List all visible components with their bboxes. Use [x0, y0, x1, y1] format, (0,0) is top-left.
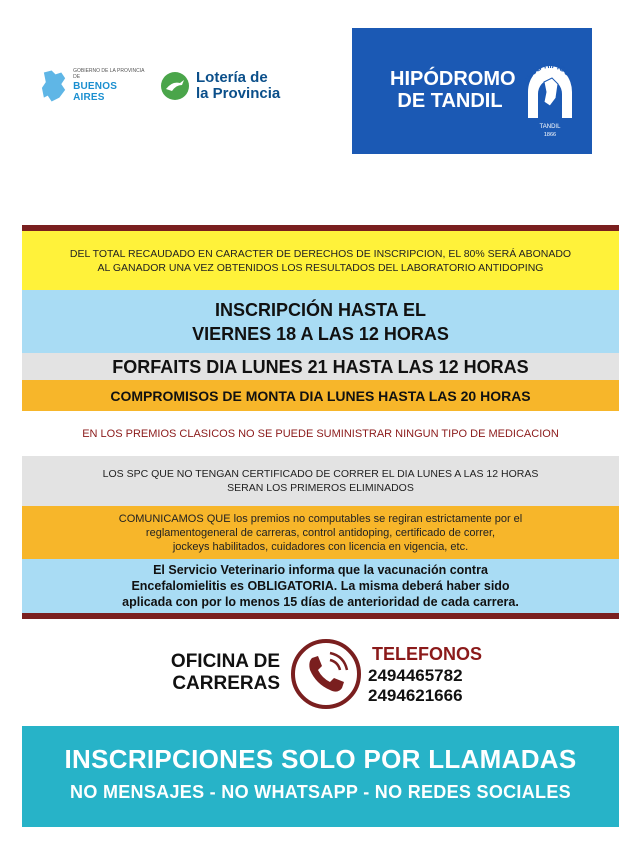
comunicamos-line3: jockeys habilitados, cuidadores con licencia en vigencia, etc. [172, 540, 469, 553]
gobierno-bsas-logo [40, 66, 150, 106]
inscripcion-line2: VIERNES 18 A LAS 12 HORAS [192, 323, 449, 344]
oficina-line1: OFICINA DE [170, 651, 280, 672]
loteria-emblem-icon [160, 71, 190, 101]
footer-line2: NO MENSAJES - NO WHATSAPP - NO REDES SOCIALES [70, 782, 571, 802]
gba-big-text: BUENOS AIRES [73, 80, 118, 103]
derechos-notice [22, 231, 619, 290]
gba-small-text: GOBIERNO DE LA PROVINCIA DE [73, 68, 145, 80]
club-city: TANDIL [539, 124, 561, 130]
comunicamos-line1: COMUNICAMOS QUE los premios no computables se regiran estrictamente por el [118, 512, 523, 525]
loteria-line1: Lotería de [196, 69, 268, 86]
forfaits-text: FORFAITS DIA LUNES 21 HASTA LAS 12 HORAS [112, 356, 529, 377]
phone-number-2[interactable]: 2494621666 [368, 686, 463, 705]
hipodromo-line1: HIPÓDROMO [390, 68, 516, 90]
club-hipico-badge [522, 48, 578, 138]
hipodromo-line2: DE TANDIL [397, 90, 503, 112]
forfaits-notice [22, 353, 619, 380]
club-arc-text: CLUB HIPICO [522, 60, 573, 86]
hipodromo-title [390, 68, 516, 112]
spc-line2: SERAN LOS PRIMEROS ELIMINADOS [227, 482, 414, 494]
phone-number-1[interactable]: 2494465782 [368, 666, 463, 685]
clasicos-notice [22, 411, 619, 456]
clasicos-text: EN LOS PREMIOS CLASICOS NO SE PUEDE SUMINISTRAR NINGUN TIPO DE MEDICACION [82, 427, 559, 440]
inscripcion-line1: INSCRIPCIÓN HASTA EL [214, 299, 426, 320]
footer-line1: INSCRIPCIONES SOLO POR LLAMADAS [64, 744, 577, 774]
vet-line1: El Servicio Veterinario informa que la vacunación contra [153, 563, 488, 577]
vet-line2: Encefalomielitis es OBLIGATORIA. La misma deberá haber sido [131, 579, 510, 593]
bottom-red-rule [22, 613, 619, 619]
derechos-line2: AL GANADOR UNA VEZ OBTENIDOS LOS RESULTADOS DEL LABORATORIO ANTIDOPING [97, 261, 544, 274]
hipodromo-banner [352, 28, 592, 154]
loteria-line2: la Provincia [196, 85, 281, 102]
oficina-label [140, 651, 280, 695]
telefonos-label: TELEFONOS [372, 644, 483, 664]
vet-line3: aplicada con por lo menos 15 días de anterioridad de cada carrera. [122, 595, 519, 609]
loteria-logo [160, 66, 290, 106]
spc-notice [22, 456, 619, 506]
spc-line1: LOS SPC QUE NO TENGAN CERTIFICADO DE CORRER EL DIA LUNES A LAS 12 HORAS [102, 468, 539, 480]
phone-icon [290, 638, 362, 710]
club-year: 1866 [543, 132, 557, 138]
oficina-line2: CARRERAS [172, 673, 280, 694]
compromisos-text: COMPROMISOS DE MONTA DIA LUNES HASTA LAS 20 HORAS [110, 387, 531, 404]
comunicamos-line2: reglamentogeneral de carreras, control antidoping, certificado de correr, [145, 526, 496, 539]
comunicamos-notice [22, 506, 619, 559]
veterinario-notice [22, 559, 619, 613]
footer-banner [22, 726, 619, 827]
compromisos-notice [22, 380, 619, 411]
derechos-line1: DEL TOTAL RECAUDADO EN CARACTER DE DERECHOS DE INSCRIPCION, EL 80% SERÁ ABONADO [69, 247, 572, 260]
inscripcion-notice [22, 290, 619, 353]
province-map-icon [40, 68, 67, 104]
